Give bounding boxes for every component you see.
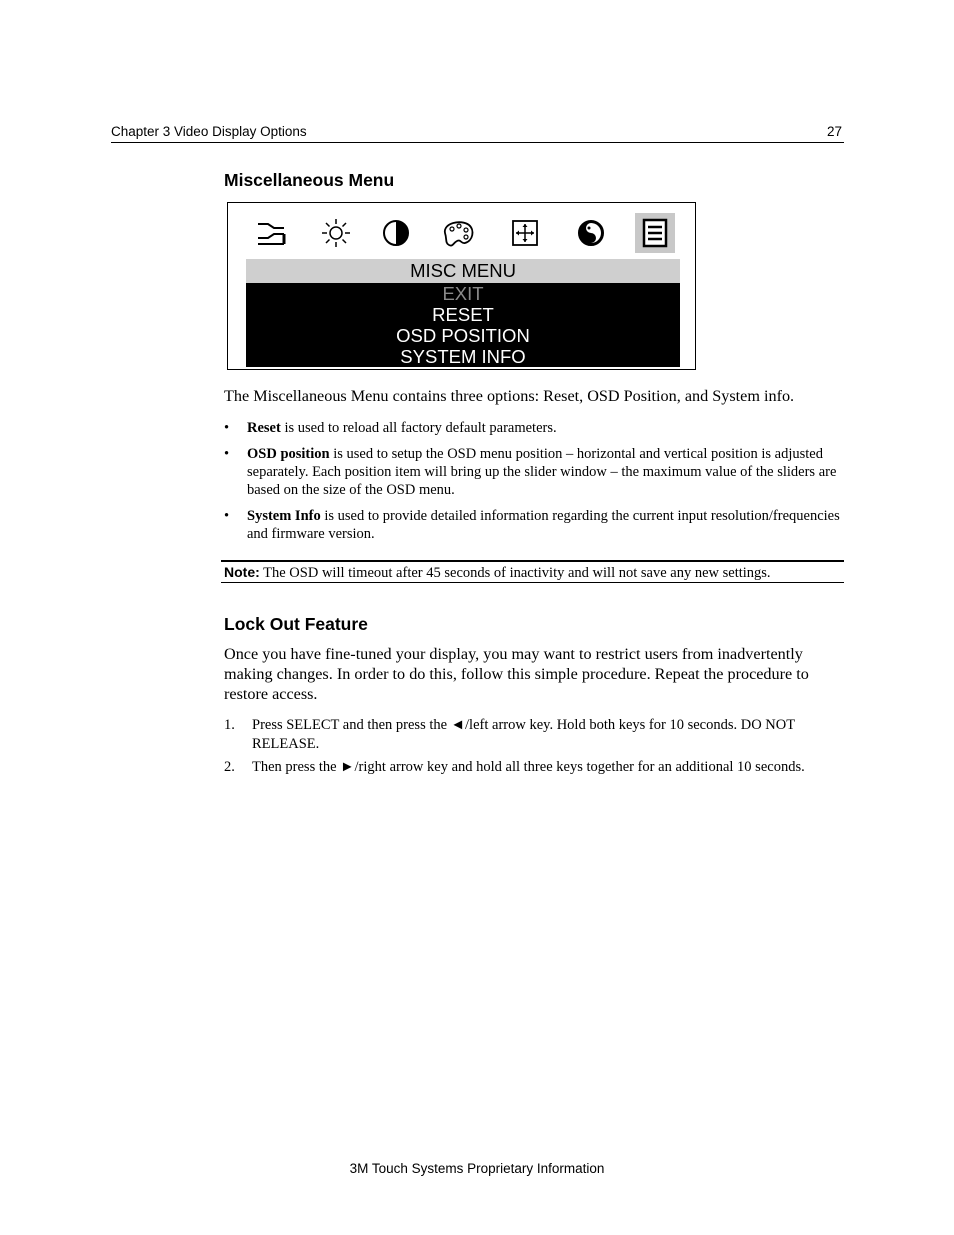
brightness-icon xyxy=(316,213,356,253)
chapter-title: Chapter 3 Video Display Options xyxy=(111,124,307,139)
lockout-heading: Lock Out Feature xyxy=(224,614,368,634)
list-item: • System Info is used to provide detailed information regarding the current input resolution/frequencies and firmware version. xyxy=(224,508,840,542)
lockout-intro-paragraph: Once you have fine-tuned your display, you may want to restrict users from inadvertently making changes. In order to do this, follow this simple procedure. Repeat the procedure to restore access. xyxy=(224,645,809,703)
page-footer: 3M Touch Systems Proprietary Information xyxy=(349,1161,605,1176)
list-item: • OSD position is used to setup the OSD menu position – horizontal and vertical position is adjusted separately. Each position item will bring up the slider window – the maximum value of the sliders are based on the size of the OSD menu. xyxy=(224,446,837,498)
list-item: • Reset is used to reload all factory default parameters. xyxy=(224,420,557,436)
note-box xyxy=(221,560,844,583)
page-number: 27 xyxy=(826,124,842,139)
contrast-icon xyxy=(376,213,416,253)
color-temperature-icon xyxy=(571,213,611,253)
osd-figure xyxy=(227,202,696,370)
bullet-text: is used to provide detailed information regarding the current input resolution/frequencies and firmware version. xyxy=(247,508,840,542)
osd-icon-row xyxy=(228,213,695,253)
position-icon xyxy=(505,213,545,253)
step-number: 2. xyxy=(224,759,235,775)
osd-item-osd-position: OSD POSITION xyxy=(396,325,530,346)
step-text: Press SELECT and then press the ◄/left arrow key. Hold both keys for 10 seconds. DO NOT RELEASE. xyxy=(252,717,795,752)
note-label: Note: xyxy=(224,564,260,580)
page-header xyxy=(111,124,844,143)
step-text: Then press the ►/right arrow key and hold all three keys together for an additional 10 seconds. xyxy=(252,759,805,775)
osd-menu-title: MISC MENU xyxy=(246,259,680,283)
osd-item-reset: RESET xyxy=(432,304,494,325)
bullet-text: is used to reload all factory default parameters. xyxy=(280,420,557,436)
note-text: The OSD will timeout after 45 seconds of inactivity and will not save any new settings. xyxy=(259,565,771,581)
osd-item-exit: EXIT xyxy=(442,283,484,304)
color-palette-icon xyxy=(438,213,478,253)
misc-menu-heading: Miscellaneous Menu xyxy=(224,170,395,190)
bullet-term: Reset xyxy=(247,420,281,436)
step-number: 1. xyxy=(224,717,235,733)
misc-options-list xyxy=(224,419,844,551)
input-select-icon xyxy=(252,213,292,253)
list-item xyxy=(224,758,844,777)
osd-menu-list xyxy=(246,283,680,367)
list-item xyxy=(224,716,844,753)
bullet-text: is used to setup the OSD menu position – horizontal and vertical position is adjusted separately. Each position item will bring up the slider window – the maximum value of the sliders are based on the size of the OSD menu. xyxy=(247,446,837,498)
lockout-steps-list xyxy=(224,716,844,782)
misc-intro-paragraph: The Miscellaneous Menu contains three options: Reset, OSD Position, and System info. xyxy=(224,387,795,405)
osd-item-system-info: SYSTEM INFO xyxy=(400,346,526,367)
misc-menu-icon xyxy=(635,213,675,253)
bullet-term: OSD position xyxy=(247,446,330,462)
bullet-term: System Info xyxy=(247,508,321,524)
